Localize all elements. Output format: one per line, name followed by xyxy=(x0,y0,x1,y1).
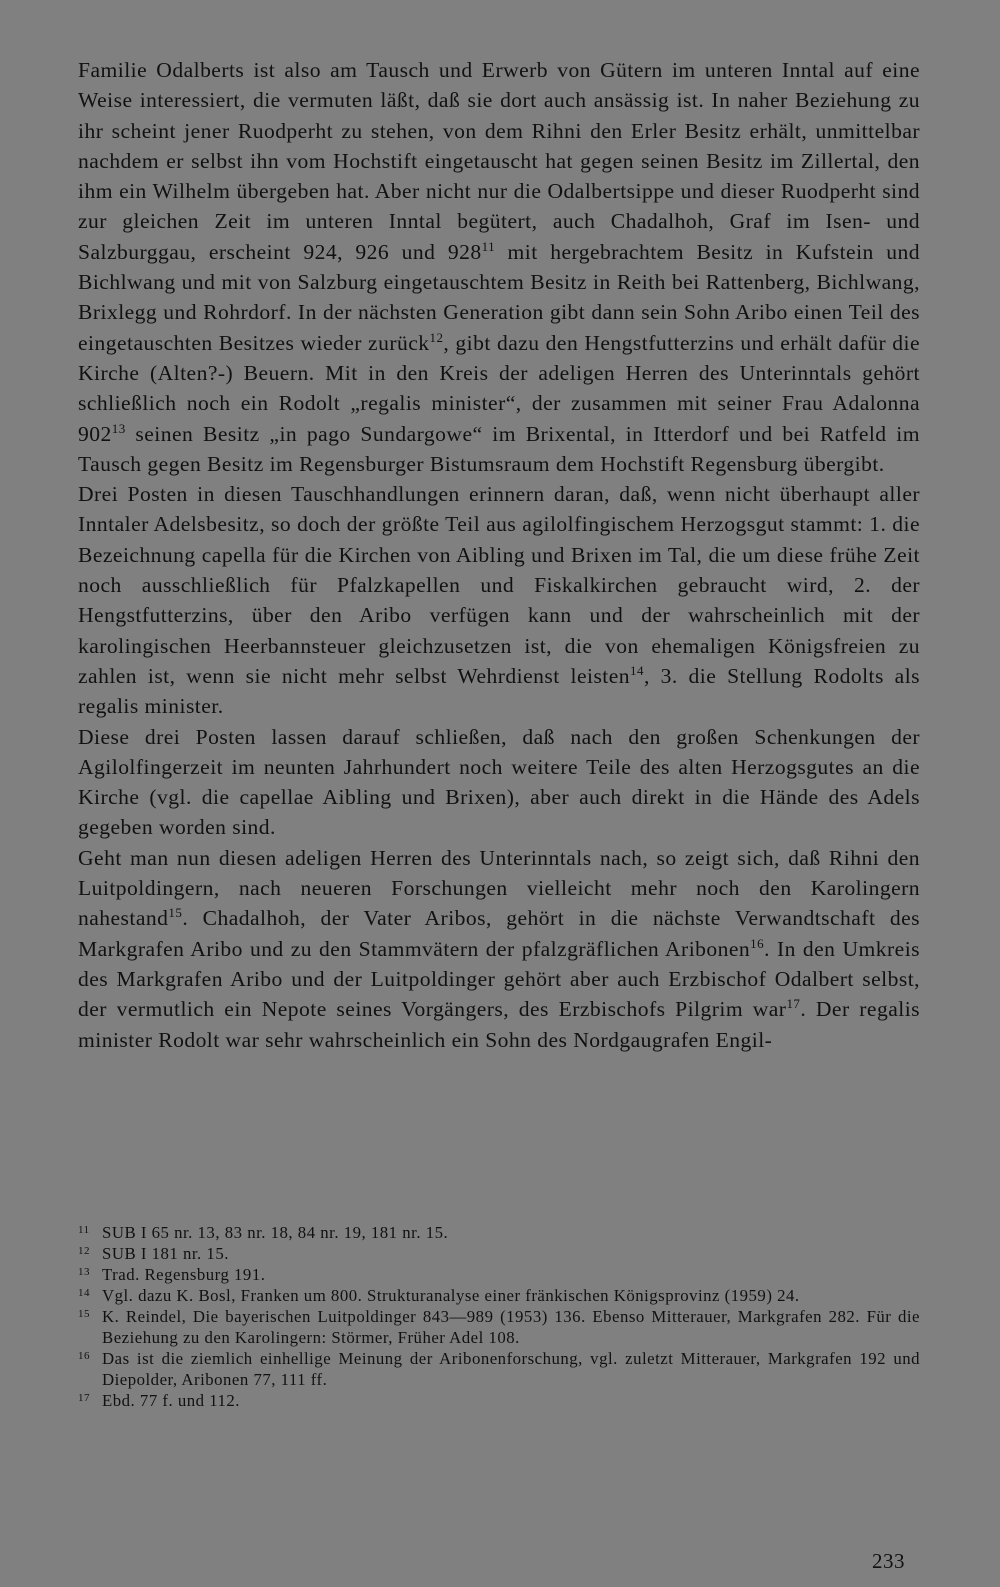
footnote-text: Ebd. 77 f. und 112. xyxy=(102,1391,240,1410)
page-number: 233 xyxy=(872,1549,905,1573)
text-run: . Chadalhoh, der Vater Aribos, gehört in die nächste Verwandtschaft des Markgrafen Aribo und zu den Stammvätern der pfalzgräflichen Aribonen xyxy=(78,906,920,961)
footnote-number: 14 xyxy=(78,1287,90,1299)
footnote xyxy=(78,1390,920,1411)
paragraph xyxy=(78,479,920,721)
footnote-ref: 15 xyxy=(168,905,183,921)
footnotes xyxy=(78,1222,920,1411)
footnote-ref: 13 xyxy=(111,420,126,436)
text-run: Geht man nun diesen adeligen Herren des Unterinntals nach, so zeigt sich, daß Rihni den Luitpoldingern, nach neueren Forschungen vielleicht mehr noch den Karolingern nahestand xyxy=(78,845,920,931)
footnote xyxy=(78,1243,920,1264)
footnote-ref: 14 xyxy=(630,662,644,678)
footnote-number: 17 xyxy=(78,1392,90,1404)
footnote xyxy=(78,1264,920,1285)
footnote xyxy=(78,1222,920,1243)
text-run: seinen Besitz „in pago Sundargowe“ im Brixental, in Itterdorf und bei Ratfeld im Tausch gegen Besitz im Regensburger Bistumsraum dem Hochstift Regensburg übergibt. xyxy=(78,421,920,476)
main-text xyxy=(78,55,920,1055)
footnote-text: Vgl. dazu K. Bosl, Franken um 800. Strukturanalyse einer fränkischen Königsprovinz (1959) 24. xyxy=(102,1286,800,1305)
footnote-ref: 17 xyxy=(786,996,801,1012)
footnote-number: 12 xyxy=(78,1245,90,1257)
footnote-text: SUB I 181 nr. 15. xyxy=(102,1244,229,1263)
footnote-ref: 11 xyxy=(481,238,496,254)
footnote-ref: 12 xyxy=(429,329,444,345)
paragraph xyxy=(78,722,920,843)
text-run: Familie Odalberts ist also am Tausch und Erwerb von Gütern im unteren Inntal auf eine Weise interessiert, die vermuten läßt, daß sie dort auch ansässig ist. In naher Beziehung zu ihr scheint jener Ruodperht zu stehen, von dem Rihni den Erler Besitz erhält, unmittelbar nachdem er selbst ihn vom Hochstift eingetauscht hat gegen seinen Besitz im Zillertal, den ihm ein Wilhelm übergeben hat. Aber nicht nur die Odalbertsippe und dieser Ruodperht sind zur gleichen Zeit im unteren Inntal begütert, auch Chadalhoh, Graf im Isen- und Salzburggau, erscheint 924, 926 und 928 xyxy=(78,58,920,264)
text-run: , 3. die Stellung Rodolts als regalis minister. xyxy=(78,663,920,719)
text-run: mit hergebrachtem Besitz in Kufstein und Bichlwang und mit von Salzburg eingetauschtem Besitz in Reith bei Rattenberg, Bichlwang, Brixlegg und Rohrdorf. In der nächsten Generation gibt dann sein Sohn Aribo einen Teil des eingetauschten Besitzes wieder zurück xyxy=(78,239,921,355)
text-run: Diese drei Posten lassen darauf schließen, daß nach den großen Schenkungen der Agilolfingerzeit im neunten Jahrhundert noch weitere Teile des alten Herzogsgutes an die Kirche (vgl. die capellae Aibling und Brixen), aber auch direkt in die Hände des Adels gegeben worden sind. xyxy=(78,724,920,840)
page-body xyxy=(78,55,920,1055)
paragraph xyxy=(78,55,920,479)
text-run: , gibt dazu den Hengstfutterzins und erhält dafür die Kirche (Alten?-) Beuern. Mit in den Kreis der adeligen Herren des Unterinntals gehört schließlich noch ein Rodolt „regalis minister“, der zusammen mit seiner Frau Adalonna 902 xyxy=(78,330,920,446)
footnote-text: K. Reindel, Die bayerischen Luitpoldinger 843—989 (1953) 136. Ebenso Mitterauer, Markgrafen 282. Für die Beziehung zu den Karolingern: Störmer, Früher Adel 108. xyxy=(102,1307,920,1347)
footnote-ref: 16 xyxy=(750,935,765,951)
footnote-text: SUB I 65 nr. 13, 83 nr. 18, 84 nr. 19, 181 nr. 15. xyxy=(102,1223,449,1242)
footnote-number: 13 xyxy=(78,1266,90,1278)
footnote xyxy=(78,1306,920,1348)
text-run: . Der regalis minister Rodolt war sehr wahrscheinlich ein Sohn des Nordgaugrafen Engil- xyxy=(78,997,920,1052)
footnote xyxy=(78,1285,920,1306)
text-run: . In den Umkreis des Markgrafen Aribo und der Luitpoldinger gehört aber auch Erzbischof Odalbert selbst, der vermutlich ein Nepote seines Vorgängers, des Erzbischofs Pilgrim war xyxy=(78,936,920,1022)
footnote-number: 16 xyxy=(78,1350,90,1362)
footnote xyxy=(78,1348,920,1390)
paragraph xyxy=(78,843,920,1055)
footnote-number: 15 xyxy=(78,1308,90,1320)
footnote-text: Trad. Regensburg 191. xyxy=(102,1265,266,1284)
footnote-number: 11 xyxy=(78,1224,90,1236)
footnote-text: Das ist die ziemlich einhellige Meinung der Aribonenforschung, vgl. zuletzt Mitterauer, Markgrafen 192 und Diepolder, Aribonen 77, 111 ff. xyxy=(102,1349,920,1389)
text-run: Drei Posten in diesen Tauschhandlungen erinnern daran, daß, wenn nicht überhaupt aller Inntaler Adelsbesitz, so doch der größte Teil aus agilolfingischem Herzogsgut stammt: 1. die Bezeichnung capella für die Kirchen von Aibling und Brixen im Tal, die um diese frühe Zeit noch ausschließlich für Pfalzkapellen und Fiskalkirchen gebraucht wird, 2. der Hengstfutterzins, über den Aribo verfügen kann und der wahrscheinlich mit der karolingischen Heerbannsteuer gleichzusetzen ist, die von ehemaligen Königsfreien zu zahlen ist, wenn sie nicht mehr selbst Wehrdienst leisten xyxy=(78,482,920,688)
